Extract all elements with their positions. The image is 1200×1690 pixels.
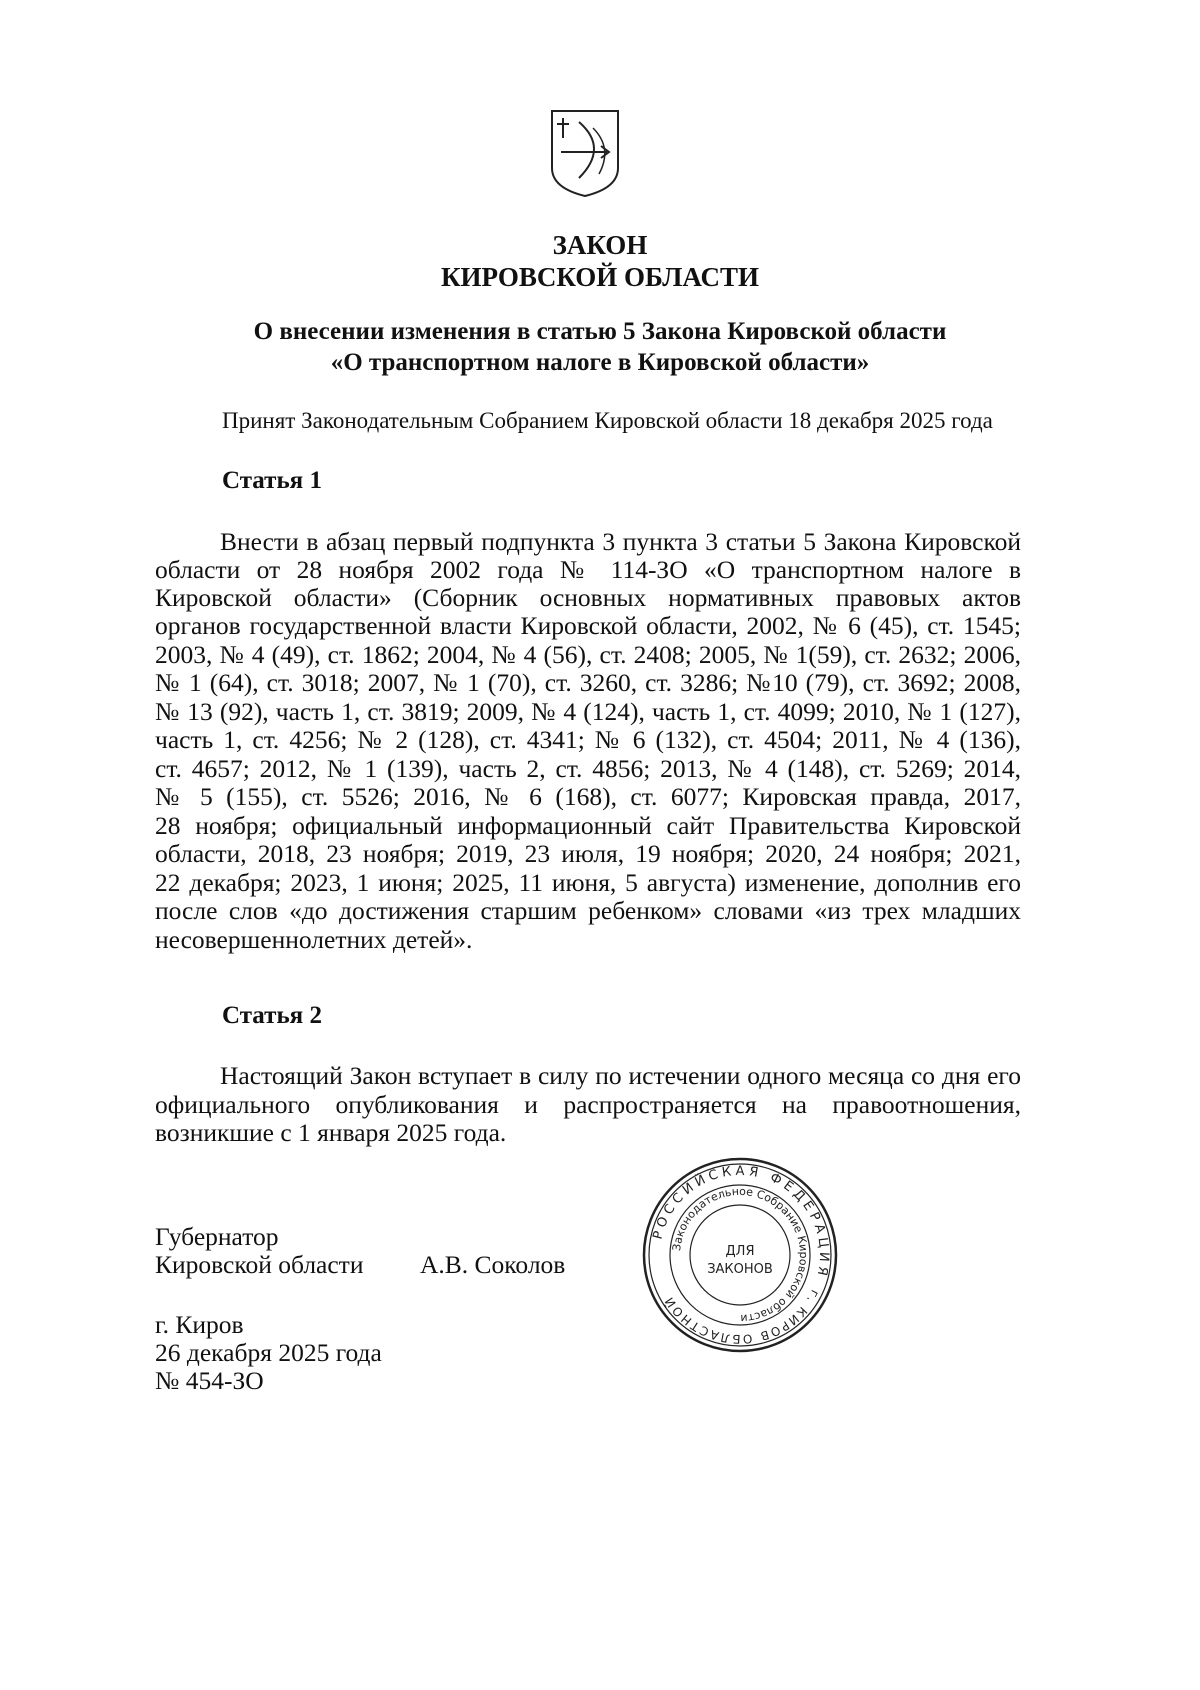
text-line: официального опубликования и распространяется на правоотношения, (155, 1090, 1021, 1119)
text-line: области, 2018, 23 ноября; 2019, 23 июля, 19 ноября; 2020, 24 ноября; 2021, (155, 839, 1021, 868)
text-line: Внести в абзац первый подпункта 3 пункта 3 статьи 5 Закона Кировской (220, 527, 1021, 556)
text-line: часть 1, ст. 4256; № 2 (128), ст. 4341; № 6 (132), ст. 4504; 2011, № 4 (136), (155, 725, 1021, 754)
law-title: ЗАКОН (552, 230, 648, 260)
city: г. Киров (155, 1310, 244, 1339)
text-line: № 5 (155), ст. 5526; 2016, № 6 (168), ст. 6077; Кировская правда, 2017, (155, 782, 1021, 811)
signing-date: 26 декабря 2025 года (155, 1338, 382, 1367)
official-stamp (640, 1155, 840, 1355)
adoption-note: Принят Законодательным Собранием Кировской области 18 декабря 2025 года (222, 408, 993, 433)
text-line: после слов «до достижения старшим ребенком» словами «из трех младших (155, 896, 1021, 925)
stamp-inner-text: Законодательное Собрание Кировской области (670, 1184, 811, 1326)
article1-heading: Статья 1 (222, 467, 322, 494)
article2-heading: Статья 2 (222, 1002, 322, 1029)
signature-name: А.В. Соколов (420, 1250, 566, 1279)
text-line: возникшие с 1 января 2025 года. (155, 1118, 507, 1147)
stamp-center1: ДЛЯ (725, 1244, 755, 1259)
law-region: КИРОВСКОЙ ОБЛАСТИ (440, 262, 760, 292)
text-line: несовершеннолетних детей». (155, 925, 473, 954)
coat-of-arms-icon (549, 108, 621, 198)
text-line: 22 декабря; 2023, 1 июня; 2025, 11 июня, 5 августа) изменение, дополнив его (155, 868, 1021, 897)
text-line: Настоящий Закон вступает в силу по истечении одного месяца со дня его (220, 1061, 1021, 1090)
signature-region: Кировской области (155, 1250, 364, 1279)
text-line: Кировской области» (Сборник основных нормативных правовых актов (155, 583, 1021, 612)
subtitle-line2: «О транспортном налоге в Кировской области» (330, 349, 870, 376)
signature-position: Губернатор (155, 1222, 279, 1251)
text-line: области от 28 ноября 2002 года № 114-ЗО «О транспортном налоге в (155, 555, 1021, 584)
text-line: № 13 (92), часть 1, ст. 3819; 2009, № 4 (124), часть 1, ст. 4099; 2010, № 1 (127), (155, 697, 1021, 726)
law-number: № 454-ЗО (155, 1366, 264, 1395)
stamp-center2: ЗАКОНОВ (707, 1262, 773, 1277)
text-line: органов государственной власти Кировской области, 2002, № 6 (45), ст. 1545; (155, 611, 1021, 640)
text-line: 28 ноября; официальный информационный сайт Правительства Кировской (155, 811, 1021, 840)
stamp-bottom-text: г. КИРОВ ОБЛАСТНОЙ (661, 1287, 823, 1347)
text-line: 2003, № 4 (49), ст. 1862; 2004, № 4 (56), ст. 2408; 2005, № 1(59), ст. 2632; 2006, (155, 640, 1021, 669)
text-line: № 1 (64), ст. 3018; 2007, № 1 (70), ст. 3260, ст. 3286; №10 (79), ст. 3692; 2008, (155, 668, 1021, 697)
stamp-outer-text: РОССИЙСКАЯ ФЕДЕРАЦИЯ (650, 1163, 832, 1281)
text-line: ст. 4657; 2012, № 1 (139), часть 2, ст. 4856; 2013, № 4 (148), ст. 5269; 2014, (155, 754, 1021, 783)
subtitle-line1: О внесении изменения в статью 5 Закона Кировской области (253, 318, 947, 345)
